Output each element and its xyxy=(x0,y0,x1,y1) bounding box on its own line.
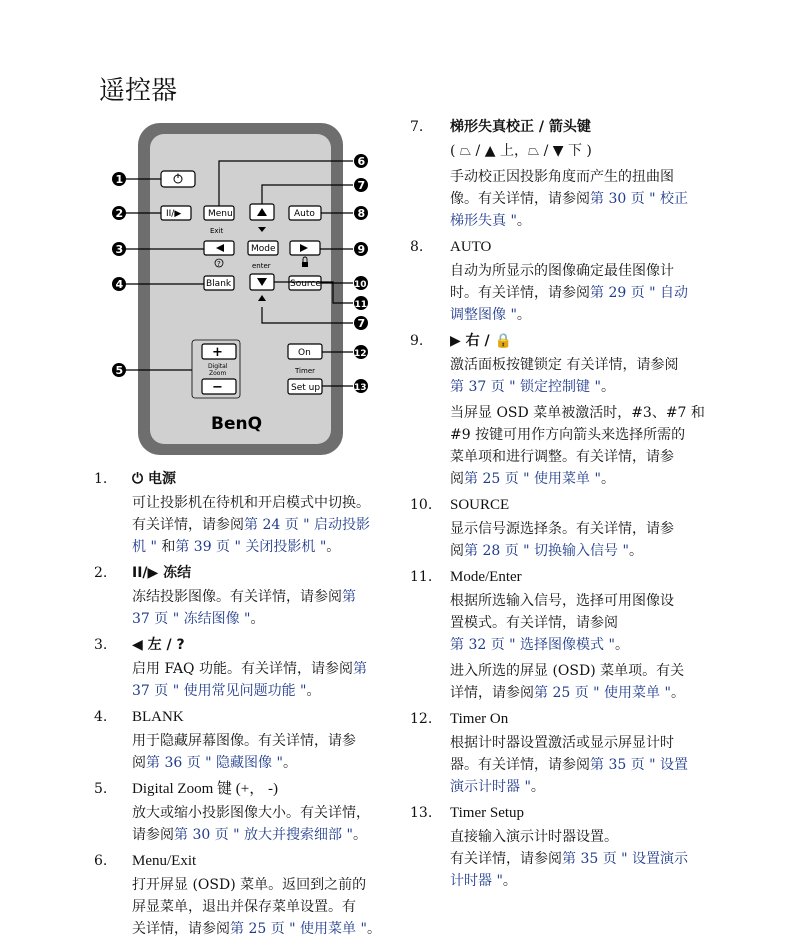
freeze-label: II/▶ xyxy=(166,209,182,219)
page-reference-link[interactable]: 调整图像 " xyxy=(450,307,517,323)
text-line xyxy=(450,540,720,562)
body-text: 自动为所显示的图像确定最佳图像计 xyxy=(450,263,674,279)
body-text: 放大或缩小投影图像大小。有关详情， xyxy=(132,805,370,821)
svg-text:13: 13 xyxy=(354,383,367,393)
body-text: 有关详情，请参阅 xyxy=(132,517,244,533)
text-line xyxy=(450,754,720,776)
body-text: ( ⏢ / ▲ 上，⏢ / ▼ 下 ) xyxy=(450,143,592,159)
svg-text:−: − xyxy=(212,380,223,395)
text-line xyxy=(132,730,399,752)
body-text: 打开屏显 (OSD) 菜单。返回到之前的 xyxy=(132,877,367,893)
list-item xyxy=(94,562,399,630)
item-heading: Mode/Enter xyxy=(450,569,522,585)
item-heading: II/▶ 冻结 xyxy=(132,565,192,581)
text-line xyxy=(132,608,399,630)
svg-text:10: 10 xyxy=(354,280,367,290)
body-text: 。 xyxy=(600,471,615,487)
body-text: 阅 xyxy=(450,471,464,487)
text-line xyxy=(450,732,720,754)
text-line xyxy=(450,140,720,162)
list-item xyxy=(94,468,399,558)
page-reference-link[interactable]: 第 25 页 " 使用菜单 " xyxy=(230,921,367,937)
item-heading: SOURCE xyxy=(450,497,510,513)
body-text: 可让投影机在待机和开启模式中切换。 xyxy=(132,495,370,511)
text-line xyxy=(450,682,720,704)
body-text: 有关详情，请参阅 xyxy=(450,851,562,867)
svg-text:Menu: Menu xyxy=(208,209,233,219)
svg-text:9: 9 xyxy=(357,243,366,256)
text-line xyxy=(450,446,720,468)
list-item xyxy=(410,566,720,704)
body-text: 详情，请参阅 xyxy=(450,685,534,701)
text-line xyxy=(450,870,720,892)
callout-12 xyxy=(354,345,368,359)
body-text: 。 xyxy=(366,921,381,937)
text-line xyxy=(450,826,720,848)
text-line xyxy=(132,514,399,536)
page-reference-link[interactable]: 第 xyxy=(353,661,367,677)
text-line xyxy=(450,188,720,210)
svg-text:6: 6 xyxy=(357,155,366,168)
list-item xyxy=(410,116,720,232)
item-number: 7. xyxy=(410,119,424,135)
text-line xyxy=(450,776,720,798)
text-line xyxy=(450,634,720,656)
list-item xyxy=(410,494,720,562)
paragraph xyxy=(450,166,720,232)
text-line xyxy=(450,282,720,304)
text-line xyxy=(450,612,720,634)
text-line xyxy=(132,680,399,702)
svg-text:Set up: Set up xyxy=(291,383,321,393)
item-heading: BLANK xyxy=(132,709,184,725)
body-text: 当屏显 OSD 菜单被激活时，#3、#7 和 xyxy=(450,405,705,421)
body-text: #9 按键可用作方向箭头来选择所需的 xyxy=(450,427,686,443)
body-text: 。 xyxy=(306,683,321,699)
callout-7 xyxy=(354,178,368,192)
body-text: 时。有关详情，请参阅 xyxy=(450,285,590,301)
text-line xyxy=(450,590,720,612)
text-line xyxy=(450,304,720,326)
text-line xyxy=(132,586,399,608)
body-text: 激活面板按键锁定 有关详情，请参阅 xyxy=(450,357,679,373)
remote-control-diagram xyxy=(108,118,393,463)
text-line xyxy=(450,210,720,232)
text-line xyxy=(132,752,399,774)
text-line xyxy=(450,402,720,424)
body-text: 屏显菜单，退出并保存菜单设置。有 xyxy=(132,899,356,915)
body-text: 和 xyxy=(156,539,176,555)
body-text: 。 xyxy=(502,873,517,889)
item-number: 4. xyxy=(94,709,108,725)
callout-6 xyxy=(354,154,368,168)
body-text: 置模式。有关详情，请参阅 xyxy=(450,615,618,631)
svg-text:Zoom: Zoom xyxy=(209,370,227,377)
list-item xyxy=(410,330,720,490)
brand-logo: BenQ xyxy=(211,414,263,434)
item-number: 6. xyxy=(94,853,108,869)
text-line xyxy=(450,354,720,376)
item-number: 13. xyxy=(410,805,433,821)
svg-text:1: 1 xyxy=(115,173,124,186)
item-heading: ▶ 右 / 🔒 xyxy=(450,333,512,349)
item-heading: ◀ 左 / ? xyxy=(132,637,185,653)
page-reference-link[interactable]: 梯形失真 " xyxy=(450,213,517,229)
body-text: 显示信号源选择条。有关详情，请参 xyxy=(450,521,674,537)
body-text: 。 xyxy=(600,379,615,395)
page-reference-link[interactable]: 第 25 页 " 使用菜单 " xyxy=(464,471,601,487)
text-line xyxy=(132,874,399,896)
text-line xyxy=(132,896,399,918)
item-number: 11. xyxy=(410,569,433,585)
list-item xyxy=(410,236,720,326)
text-line xyxy=(450,468,720,490)
callout-2 xyxy=(112,206,126,220)
paragraph xyxy=(450,354,720,398)
text-line xyxy=(132,918,399,940)
svg-text:Blank: Blank xyxy=(206,279,232,289)
svg-text:3: 3 xyxy=(115,243,124,256)
text-line xyxy=(450,848,720,870)
list-item xyxy=(94,706,399,774)
list-item xyxy=(410,802,720,892)
item-number: 3. xyxy=(94,637,108,653)
page-title: 遥控器 xyxy=(99,76,178,106)
page-reference-link[interactable]: 第 30 页 " 放大并搜索细部 " xyxy=(174,827,353,843)
svg-text:7: 7 xyxy=(357,179,366,192)
svg-text:8: 8 xyxy=(357,207,366,220)
body-text: 。 xyxy=(530,779,545,795)
body-text: 器。有关详情，请参阅 xyxy=(450,757,590,773)
svg-text:Source: Source xyxy=(290,279,321,289)
item-heading: AUTO xyxy=(450,239,492,255)
body-text: 根据所选输入信号，选择可用图像设 xyxy=(450,593,674,609)
svg-text:Digital: Digital xyxy=(208,363,228,370)
svg-text:11: 11 xyxy=(354,300,368,310)
callout-5 xyxy=(112,363,126,377)
item-number: 12. xyxy=(410,711,433,727)
power-button xyxy=(161,171,195,187)
page-reference-link[interactable]: 计时器 " xyxy=(450,873,503,889)
item-number: 10. xyxy=(410,497,433,513)
body-text: 。 xyxy=(614,637,629,653)
item-number: 8. xyxy=(410,239,424,255)
right-column xyxy=(410,116,720,896)
paragraph xyxy=(450,590,720,656)
text-line xyxy=(450,260,720,282)
callout-13 xyxy=(354,379,368,393)
item-heading: 梯形失真校正 / 箭头键 xyxy=(450,119,591,135)
page-reference-link[interactable]: 第 30 页 " 校正 xyxy=(590,191,689,207)
page-reference-link[interactable]: 机 " xyxy=(132,539,157,555)
callout-11 xyxy=(354,296,368,310)
source-button xyxy=(289,276,321,290)
left-column xyxy=(94,468,399,944)
page-reference-link[interactable]: 第 39 页 " 关闭投影机 " xyxy=(175,539,327,555)
paragraph xyxy=(450,518,720,562)
body-text: 启用 FAQ 功能。有关详情，请参阅 xyxy=(132,661,353,677)
blank-button xyxy=(204,276,234,290)
item-heading: Timer Setup xyxy=(450,805,525,821)
body-text: 。 xyxy=(670,685,685,701)
body-text: 。 xyxy=(352,827,367,843)
text-line xyxy=(450,166,720,188)
item-number: 1. xyxy=(94,471,108,487)
item-number: 2. xyxy=(94,565,108,581)
paragraph xyxy=(450,402,720,490)
body-text: 。 xyxy=(282,755,297,771)
freeze-button xyxy=(161,206,191,220)
body-text: 。 xyxy=(250,611,265,627)
svg-text:Exit: Exit xyxy=(210,227,224,235)
item-heading: ⏻ 电源 xyxy=(132,471,176,487)
body-text: 。 xyxy=(326,539,341,555)
callout-8 xyxy=(354,206,368,220)
svg-text:Timer: Timer xyxy=(295,367,316,375)
text-line xyxy=(132,492,399,514)
paragraph xyxy=(450,826,720,892)
page-reference-link[interactable]: 第 28 页 " 切换输入信号 " xyxy=(464,543,629,559)
text-line xyxy=(132,802,399,824)
body-text: 进入所选的屏显 (OSD) 菜单项。有关 xyxy=(450,663,685,679)
page-reference-link[interactable]: 第 25 页 " 使用菜单 " xyxy=(534,685,671,701)
item-heading: Digital Zoom 键 (+， -) xyxy=(132,781,278,797)
paragraph xyxy=(450,260,720,326)
item-number: 5. xyxy=(94,781,108,797)
page-reference-link[interactable]: 37 页 " 使用常见问题功能 " xyxy=(132,683,307,699)
body-text: 菜单项和进行调整。有关详情，请参 xyxy=(450,449,674,465)
page-reference-link[interactable]: 第 35 页 " 设置演示 xyxy=(562,851,689,867)
svg-text:enter: enter xyxy=(252,262,271,270)
text-line xyxy=(450,424,720,446)
callout-3 xyxy=(112,242,126,256)
page-reference-link[interactable]: 第 32 页 " 选择图像模式 " xyxy=(450,637,615,653)
item-heading: Menu/Exit xyxy=(132,853,197,869)
svg-text:+: + xyxy=(212,345,223,360)
auto-button xyxy=(289,206,321,220)
svg-text:5: 5 xyxy=(115,364,124,377)
page-reference-link[interactable]: 37 页 " 冻结图像 " xyxy=(132,611,251,627)
item-heading: Timer On xyxy=(450,711,509,727)
svg-text:Mode: Mode xyxy=(251,244,276,254)
svg-text:?: ? xyxy=(217,260,221,268)
text-line xyxy=(132,824,399,846)
paragraph xyxy=(450,660,720,704)
callout-10 xyxy=(354,276,368,290)
svg-text:Auto: Auto xyxy=(294,209,315,219)
paragraph xyxy=(450,140,720,162)
text-line xyxy=(450,660,720,682)
text-line xyxy=(132,536,399,558)
body-text: 关详情，请参阅 xyxy=(132,921,230,937)
item-number: 9. xyxy=(410,333,424,349)
text-line xyxy=(450,518,720,540)
body-text: 。 xyxy=(516,307,531,323)
body-text: 。 xyxy=(628,543,643,559)
page-reference-link[interactable]: 第 xyxy=(342,589,356,605)
page-reference-link[interactable]: 第 24 页 " 启动投影 xyxy=(244,517,371,533)
list-item xyxy=(94,850,399,940)
list-item xyxy=(94,778,399,846)
list-item xyxy=(94,634,399,702)
callout-9 xyxy=(354,242,368,256)
body-text: 请参阅 xyxy=(132,827,174,843)
list-item xyxy=(410,708,720,798)
callout-4 xyxy=(112,277,126,291)
body-text: 手动校正因投影角度而产生的扭曲图 xyxy=(450,169,674,185)
body-text: 冻结投影图像。有关详情，请参阅 xyxy=(132,589,342,605)
svg-text:4: 4 xyxy=(115,278,124,291)
body-text: 像。有关详情，请参阅 xyxy=(450,191,590,207)
body-text: 。 xyxy=(516,213,531,229)
page-reference-link[interactable]: 第 35 页 " 设置 xyxy=(590,757,689,773)
body-text: 阅 xyxy=(450,543,464,559)
callout-7b xyxy=(354,316,368,330)
svg-text:12: 12 xyxy=(354,349,367,359)
page-reference-link[interactable]: 第 36 页 " 隐藏图像 " xyxy=(146,755,283,771)
body-text: 根据计时器设置激活或显示屏显计时 xyxy=(450,735,674,751)
svg-text:2: 2 xyxy=(115,207,124,220)
page-reference-link[interactable]: 第 29 页 " 自动 xyxy=(590,285,689,301)
page-reference-link[interactable]: 演示计时器 " xyxy=(450,779,531,795)
callout-1 xyxy=(112,172,126,186)
body-text: 阅 xyxy=(132,755,146,771)
svg-text:7: 7 xyxy=(357,317,366,330)
text-line xyxy=(450,376,720,398)
paragraph xyxy=(450,732,720,798)
page-reference-link[interactable]: 第 37 页 " 锁定控制键 " xyxy=(450,379,601,395)
body-text: 直接输入演示计时器设置。 xyxy=(450,829,618,845)
text-line xyxy=(132,658,399,680)
body-text: 用于隐藏屏幕图像。有关详情，请参 xyxy=(132,733,356,749)
svg-text:On: On xyxy=(298,348,311,358)
